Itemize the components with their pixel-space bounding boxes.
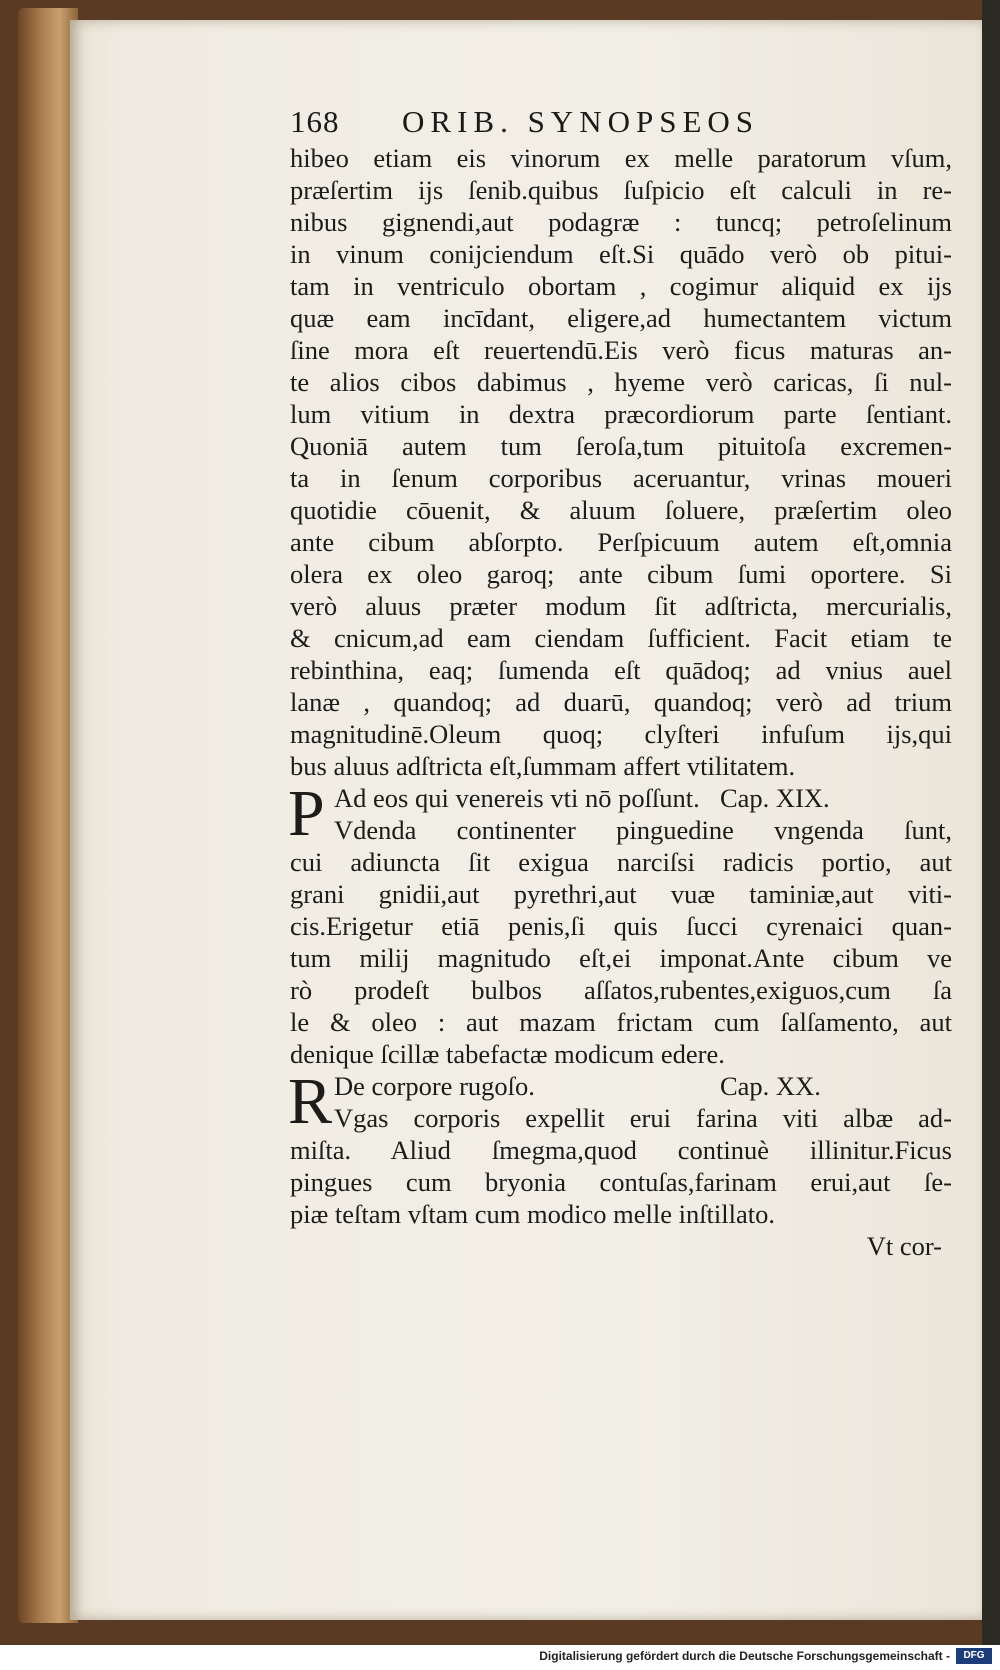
text-line: quæ eam incīdant, eligere,ad humectantem victum (290, 303, 952, 333)
chapter-number: Cap. XIX. (720, 783, 830, 813)
catchword: Vt cor- (866, 1231, 942, 1261)
text-line: Quoniā autem tum ſeroſa,tum pituitoſa excremen- (290, 431, 952, 461)
running-title: ORIB. SYNOPSEOS (402, 104, 760, 139)
text-line: cui adiuncta ſit exigua narciſsi radicis portio, aut (290, 847, 952, 877)
text-line: denique ſcillæ tabefactæ modicum edere. (290, 1039, 725, 1069)
text-line: ta in ſenum corporibus aceruantur, vrinas moueri (290, 463, 952, 493)
text-line: bus aluus adſtricta eſt,ſummam affert vtilitatem. (290, 751, 796, 781)
text-line: ſine mora eſt reuertendū.Eis verò ficus maturas an- (290, 335, 952, 365)
chapter-title: Ad eos qui venereis vti nō poſſunt. (334, 783, 700, 813)
paragraph-1 (290, 142, 952, 782)
text-line: tum milij magnitudo eſt,ei imponat.Ante cibum ve (290, 943, 952, 973)
text-line: rò prodeſt bulbos aſſatos,rubentes,exiguos,cum ſa (290, 975, 952, 1005)
text-line: miſta. Aliud ſmegma,quod continuè illinitur.Ficus (290, 1135, 952, 1165)
text-line: ante cibum abſorpto. Perſpicuum autem eſt,omnia (290, 527, 952, 557)
text-line: cis.Erigetur etiā penis,ſi quis ſucci cyrenaici quan- (290, 911, 952, 941)
text-line: te alios cibos dabimus , hyeme verò caricas, ſi nul- (290, 367, 952, 397)
text-line: in vinum conijciendum eſt.Si quādo verò ob pitui- (290, 239, 952, 269)
chapter-number: Cap. XX. (720, 1071, 821, 1101)
text-line: magnitudinē.Oleum quoq; clyſteri infuſum ijs,qui (290, 719, 952, 749)
text-line: præſertim ijs ſenib.quibus ſuſpicio eſt calculi in re- (290, 175, 952, 205)
footer-bar (0, 1645, 1000, 1670)
text-line: verò aluus præter modum ſit adſtricta, mercurialis, (290, 591, 952, 621)
text-line: lum vitium in dextra præcordiorum parte ſentiant. (290, 399, 952, 429)
chapter-heading (290, 782, 952, 814)
dfg-logo-icon: DFG (956, 1648, 992, 1664)
text-line: hibeo etiam eis vinorum ex melle paratorum vſum, (290, 143, 952, 173)
chapter-title: De corpore rugoſo. (334, 1071, 535, 1101)
text-line: nibus gignendi,aut podagræ : tuncq; petroſelinum (290, 207, 952, 237)
text-line: grani gnidii,aut pyrethri,aut vuæ taminiæ,aut viti- (290, 879, 952, 909)
text-line: pingues cum bryonia contuſas,farinam erui,aut ſe- (290, 1167, 952, 1197)
text-line: & cnicum,ad eam ciendam ſufficient. Facit etiam te (290, 623, 952, 653)
text-line: piæ teſtam vſtam cum modico melle inſtillato. (290, 1199, 776, 1229)
chapter-heading (290, 1070, 952, 1102)
chapter-20 (288, 1065, 952, 1230)
text-line: Vgas corporis expellit erui farina viti albæ ad- (334, 1103, 952, 1133)
text-line: lanæ , quandoq; ad duarū, quandoq; verò ad trium (290, 687, 952, 717)
text-line: olera ex oleo garoq; ante cibum ſumi oportere. Si (290, 559, 952, 589)
drop-cap: P (288, 777, 325, 850)
text-line: tam in ventriculo obortam , cogimur aliquid ex ijs (290, 271, 952, 301)
chapter-19 (288, 777, 952, 1070)
book-cover-right (982, 0, 1000, 1645)
running-header (290, 104, 850, 146)
drop-cap: R (288, 1065, 333, 1138)
page-number: 168 (290, 104, 340, 139)
text-line: Vdenda continenter pinguedine vngenda ſunt, (334, 815, 952, 845)
funding-credit: Digitalisierung gefördert durch die Deutsche Forschungsgemeinschaft - (539, 1649, 950, 1663)
text-block (290, 142, 952, 1262)
text-line: rebinthina, eaq; ſumenda eſt quādoq; ad vnius auel (290, 655, 952, 685)
book-cover-edge (18, 8, 78, 1623)
text-line: le & oleo : aut mazam frictam cum ſalſamento, aut (290, 1007, 952, 1037)
text-line: quotidie cōuenit, & aluum ſoluere, præſertim oleo (290, 495, 952, 525)
